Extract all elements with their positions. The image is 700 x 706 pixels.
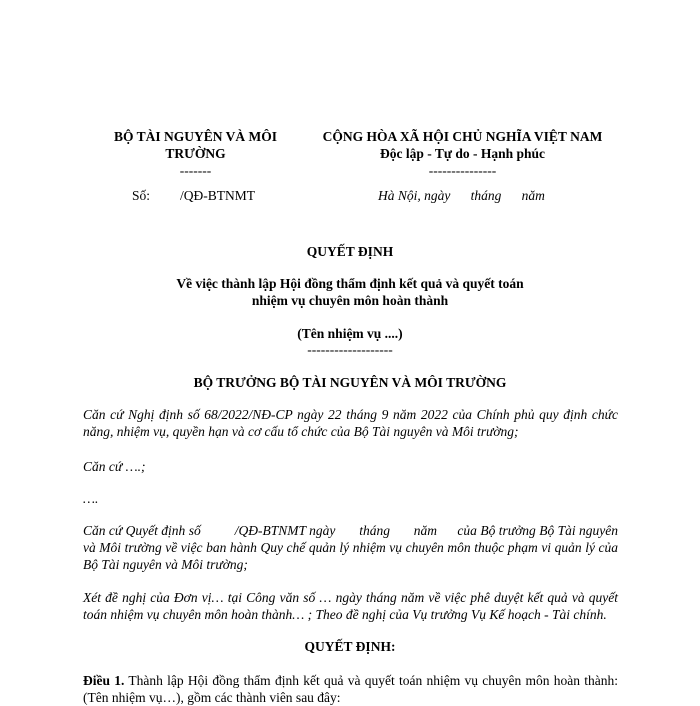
nation-title: CỘNG HÒA XÃ HỘI CHỦ NGHĨA VIỆT NAM	[322, 129, 603, 144]
place-date: Hà Nội, ngày tháng năm	[378, 188, 545, 203]
preamble-item: Căn cứ Nghị định số 68/2022/NĐ-CP ngày 22 tháng 9 năm 2022 của Chính phủ quy định chức năng, nhiệm vụ, quyền hạn và cơ cấu tổ chức của Bộ Tài nguyên và Môi trường;	[83, 407, 618, 439]
ministry-separator: -------	[179, 163, 212, 178]
preamble-item: Căn cứ Quyết định số /QĐ-BTNMT ngày tháng năm của Bộ trưởng Bộ Tài nguyên và Môi trường về việc ban hành Quy chế quản lý nhiệm vụ chuyên môn thuộc phạm vi quản lý của Bộ Tài nguyên và Môi trường;	[83, 523, 622, 572]
document-title: QUYẾT ĐỊNH	[306, 244, 394, 259]
ministry-name-line1: BỘ TÀI NGUYÊN VÀ MÔI	[113, 129, 278, 144]
ministry-name-line2: TRƯỜNG	[165, 146, 226, 161]
subject-line-2: nhiệm vụ chuyên môn hoàn thành	[251, 293, 449, 308]
article-1	[83, 672, 618, 706]
document-number-label: Số:	[132, 188, 151, 203]
task-separator: -------------------	[307, 342, 393, 357]
motto-separator: ---------------	[428, 163, 497, 178]
nation-header	[305, 128, 620, 179]
ministry-header	[98, 128, 293, 179]
article-1-label: Điều 1.	[83, 673, 125, 688]
preamble-item: ….	[83, 491, 99, 506]
document-number-value: /QĐ-BTNMT	[180, 188, 255, 203]
article-1-text: Thành lập Hội đồng thẩm định kết quả và quyết toán nhiệm vụ chuyên môn hoàn thành: (Tên nhiệm vụ…), gồm các thành viên sau đây:	[83, 673, 618, 705]
preamble-item: Căn cứ ….;	[83, 459, 146, 474]
document-number	[132, 187, 332, 204]
subject-line-1: Về việc thành lập Hội đồng thẩm định kết quả và quyết toán	[176, 276, 524, 291]
task-name: (Tên nhiệm vụ ....)	[297, 326, 403, 341]
issuing-authority: BỘ TRƯỞNG BỘ TÀI NGUYÊN VÀ MÔI TRƯỜNG	[193, 375, 507, 390]
decision-heading: QUYẾT ĐỊNH:	[304, 639, 396, 654]
preamble-item: Xét đề nghị của Đơn vị… tại Công văn số … ngày tháng năm về việc phê duyệt kết quả và quyết toán nhiệm vụ chuyên môn hoàn thành… ; Theo đề nghị của Vụ trưởng Vụ Kế hoạch - Tài chính.	[83, 590, 618, 622]
national-motto: Độc lập - Tự do - Hạnh phúc	[379, 146, 546, 161]
